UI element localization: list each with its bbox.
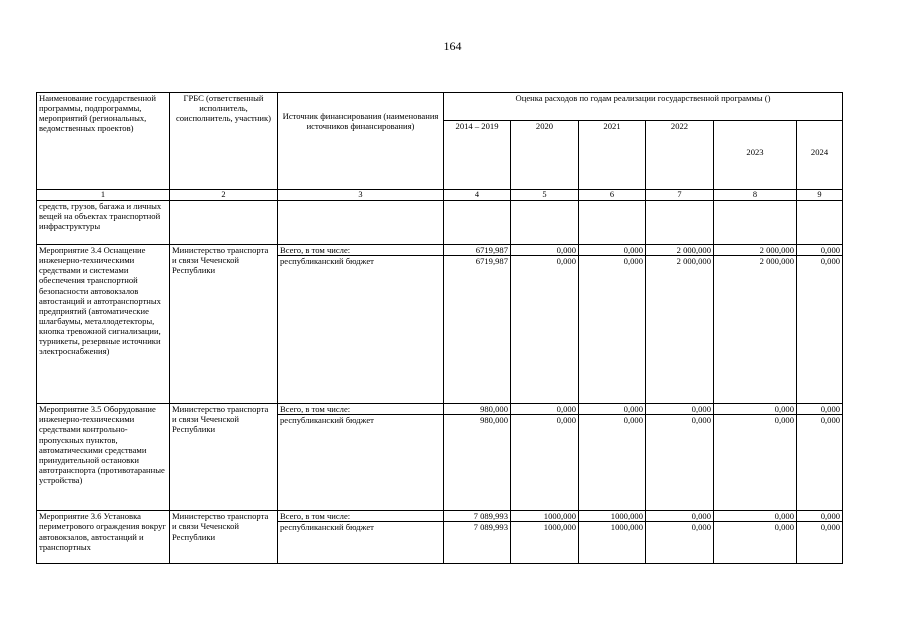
value-cell: 1000,000 <box>511 511 579 522</box>
measure-name: Мероприятие 3.4 Оснащение инженерно-техническими средствами и системами обеспечения транспортной безопасности автовокзалов автостанций и автотранспортных предприятий (автоматические шлагбаумы, металлодетекторы, кнопка тревожной сигнализации, турникеты, резервные источники электроснабжения) <box>37 245 170 404</box>
value-cell: 2 000,000 <box>714 256 797 404</box>
funding-source: Всего, в том числе: <box>278 245 444 256</box>
header-year-2020: 2020 <box>511 121 579 190</box>
value-cell: 0,000 <box>797 256 843 404</box>
value-cell: 1000,000 <box>511 522 579 564</box>
value-cell: 0,000 <box>797 415 843 511</box>
header-expense-estimate: Оценка расходов по годам реализации государственной программы () <box>444 93 843 121</box>
value-cell: 1000,000 <box>579 511 646 522</box>
value-cell: 6719,987 <box>444 245 511 256</box>
value-cell: 0,000 <box>646 415 714 511</box>
column-index: 1 <box>37 190 170 201</box>
header-program-name: Наименование государственной программы, подпрограммы, мероприятий (региональных, ведомственных проектов) <box>37 93 170 190</box>
value-cell: 0,000 <box>579 245 646 256</box>
value-cell: 0,000 <box>646 404 714 415</box>
measure-grbs: Министерство транспорта и связи Чеченской Республики <box>170 511 278 564</box>
header-year-2021: 2021 <box>579 121 646 190</box>
value-cell: 980,000 <box>444 404 511 415</box>
measure-name: Мероприятие 3.5 Оборудование инженерно-техническими средствами контрольно-пропускных пунктов, автоматическими средствами принудительной остановки автотранспорта (противотаранные устройства) <box>37 404 170 511</box>
header-funding-source: Источник финансирования (наименования источников финансирования) <box>278 93 444 190</box>
table-row <box>37 201 843 245</box>
column-index: 7 <box>646 190 714 201</box>
value-cell: 2 000,000 <box>646 245 714 256</box>
value-cell: 980,000 <box>444 415 511 511</box>
column-index: 3 <box>278 190 444 201</box>
funding-source: республиканский бюджет <box>278 522 444 564</box>
value-cell: 2 000,000 <box>646 256 714 404</box>
value-cell: 2 000,000 <box>714 245 797 256</box>
funding-source: республиканский бюджет <box>278 256 444 404</box>
header-year-2024: 2024 <box>797 121 843 190</box>
value-cell: 0,000 <box>511 245 579 256</box>
column-index: 4 <box>444 190 511 201</box>
budget-table <box>36 92 843 564</box>
value-cell: 0,000 <box>797 245 843 256</box>
value-cell: 0,000 <box>646 522 714 564</box>
header-year-2023: 2023 <box>714 121 797 190</box>
column-index: 5 <box>511 190 579 201</box>
value-cell: 0,000 <box>511 256 579 404</box>
value-cell: 0,000 <box>579 415 646 511</box>
continuation-text: средств, грузов, багажа и личных вещей на объектах транспортной инфраструктуры <box>37 201 170 245</box>
column-index: 9 <box>797 190 843 201</box>
value-cell: 0,000 <box>511 415 579 511</box>
value-cell: 0,000 <box>714 522 797 564</box>
value-cell: 7 089,993 <box>444 511 511 522</box>
measure-name: Мероприятие 3.6 Установка периметрового ограждения вокруг автовокзалов, автостанций и транспортных <box>37 511 170 564</box>
measure-grbs: Министерство транспорта и связи Чеченской Республики <box>170 404 278 511</box>
value-cell: 0,000 <box>797 511 843 522</box>
header-grbs: ГРБС (ответственный исполнитель, соисполнитель, участник) <box>170 93 278 190</box>
value-cell: 6719,987 <box>444 256 511 404</box>
value-cell: 0,000 <box>797 522 843 564</box>
value-cell: 0,000 <box>714 404 797 415</box>
header-year-2014-2019: 2014 – 2019 <box>444 121 511 190</box>
column-index: 2 <box>170 190 278 201</box>
measure-grbs: Министерство транспорта и связи Чеченской Республики <box>170 245 278 404</box>
value-cell: 0,000 <box>714 511 797 522</box>
table-row <box>37 245 843 256</box>
value-cell: 0,000 <box>714 415 797 511</box>
table-row <box>37 511 843 522</box>
column-index-row <box>37 190 843 201</box>
page-number: 164 <box>443 39 462 53</box>
header-year-2022: 2022 <box>646 121 714 190</box>
column-index: 8 <box>714 190 797 201</box>
value-cell: 1000,000 <box>579 522 646 564</box>
value-cell: 7 089,993 <box>444 522 511 564</box>
table-row <box>37 404 843 415</box>
value-cell: 0,000 <box>797 404 843 415</box>
value-cell: 0,000 <box>579 404 646 415</box>
value-cell: 0,000 <box>646 511 714 522</box>
funding-source: Всего, в том числе: <box>278 404 444 415</box>
column-index: 6 <box>579 190 646 201</box>
value-cell: 0,000 <box>579 256 646 404</box>
funding-source: республиканский бюджет <box>278 415 444 511</box>
value-cell: 0,000 <box>511 404 579 415</box>
funding-source: Всего, в том числе: <box>278 511 444 522</box>
